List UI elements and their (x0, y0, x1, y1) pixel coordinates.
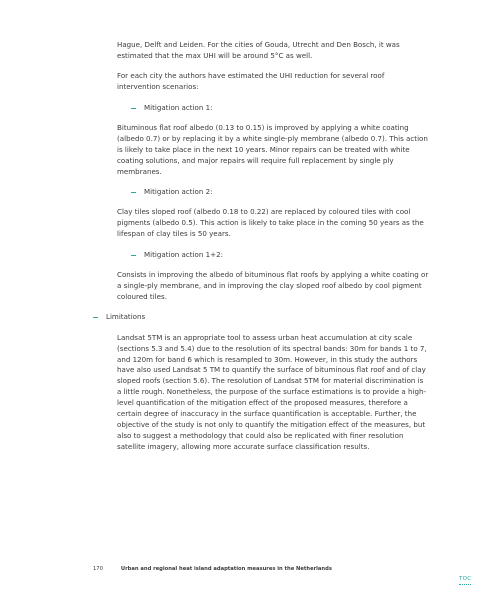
footer-title: Urban and regional heat island adaptation measures in the Netherlands (120, 566, 332, 572)
paragraph-mitigation-2: Clay tiles sloped roof (albedo 0.18 to 0.22) are replaced by coloured tiles with cool pigments (albedo 0.5). This action is likely to take place in the coming 50 years as the lifespan of clay tiles is 50 years. (117, 207, 424, 239)
list-item-limitations (93, 312, 429, 323)
mitigation-1-2-label: Mitigation action 1+2: (144, 249, 223, 259)
page-footer (93, 566, 332, 572)
paragraph-mitigation-1-2: Consists in improving the albedo of bituminous flat roofs by applying a white coating or a single-ply membrane, and in improving the clay sloped roof albedo by cool pigment coloured tiles. (117, 270, 429, 301)
mitigation-2-label: Mitigation action 2: (144, 187, 213, 197)
paragraph-uhi-cities: Hague, Delft and Leiden. For the cities of Gouda, Utrecht and Den Bosch, it was estimated that the max UHI will be around 5°C as well. (117, 40, 400, 60)
limitations-label: Limitations (106, 312, 146, 322)
paragraph-scenarios-intro: For each city the authors have estimated the UHI reduction for several roof intervention scenarios: (117, 71, 385, 92)
dash-bullet-icon (131, 108, 136, 109)
toc-link[interactable]: TOC (459, 576, 472, 582)
dash-bullet-icon (131, 192, 136, 193)
list-item-mitigation-1-2 (117, 250, 429, 261)
mitigation-1-label: Mitigation action 1: (144, 102, 213, 112)
paragraph-mitigation-1: Bituminous flat roof albedo (0.13 to 0.15) is improved by applying a white coating (albedo 0.7) or by replacing it by a white single-ply membrane (albedo 0.7). This action is likely to take place in the next 10 years. Minor repairs can be treated with white coating solutions, and major repairs will require full replacement by single ply membranes. (117, 123, 428, 176)
page-body (106, 40, 429, 453)
dash-bullet-icon (93, 317, 98, 318)
list-item-mitigation-2 (117, 187, 429, 198)
toc-underline (459, 584, 471, 586)
page-number: 170 (93, 566, 103, 572)
paragraph-limitations: Landsat 5TM is an appropriate tool to assess urban heat accumulation at city scale (sections 5.3 and 5.4) due to the resolution of its spectral bands: 30m for bands 1 to 7, and 120m for band 6 which is resampled to 30m. However, in this study the authors have also used Landsat 5 TM to quantify the surface of bituminous flat roof and of clay sloped roofs (section 5.6). The resolution of Landsat 5TM for material discrimination is a little rough. Nonetheless, the purpose of the surface estimations is to provide a high-level quantification of the mitigation effect of the proposed measures, therefore a certain degree of inaccuracy in the surface quantification is acceptable. Further, the objective of the study is not only to quantify the mitigation effect of the measures, but also to suggest a methodology that could also be replicated with finer resolution satellite imagery, allowing more accurate surface classification results. (117, 332, 427, 451)
list-item-mitigation-1 (117, 103, 429, 114)
dash-bullet-icon (131, 255, 136, 256)
